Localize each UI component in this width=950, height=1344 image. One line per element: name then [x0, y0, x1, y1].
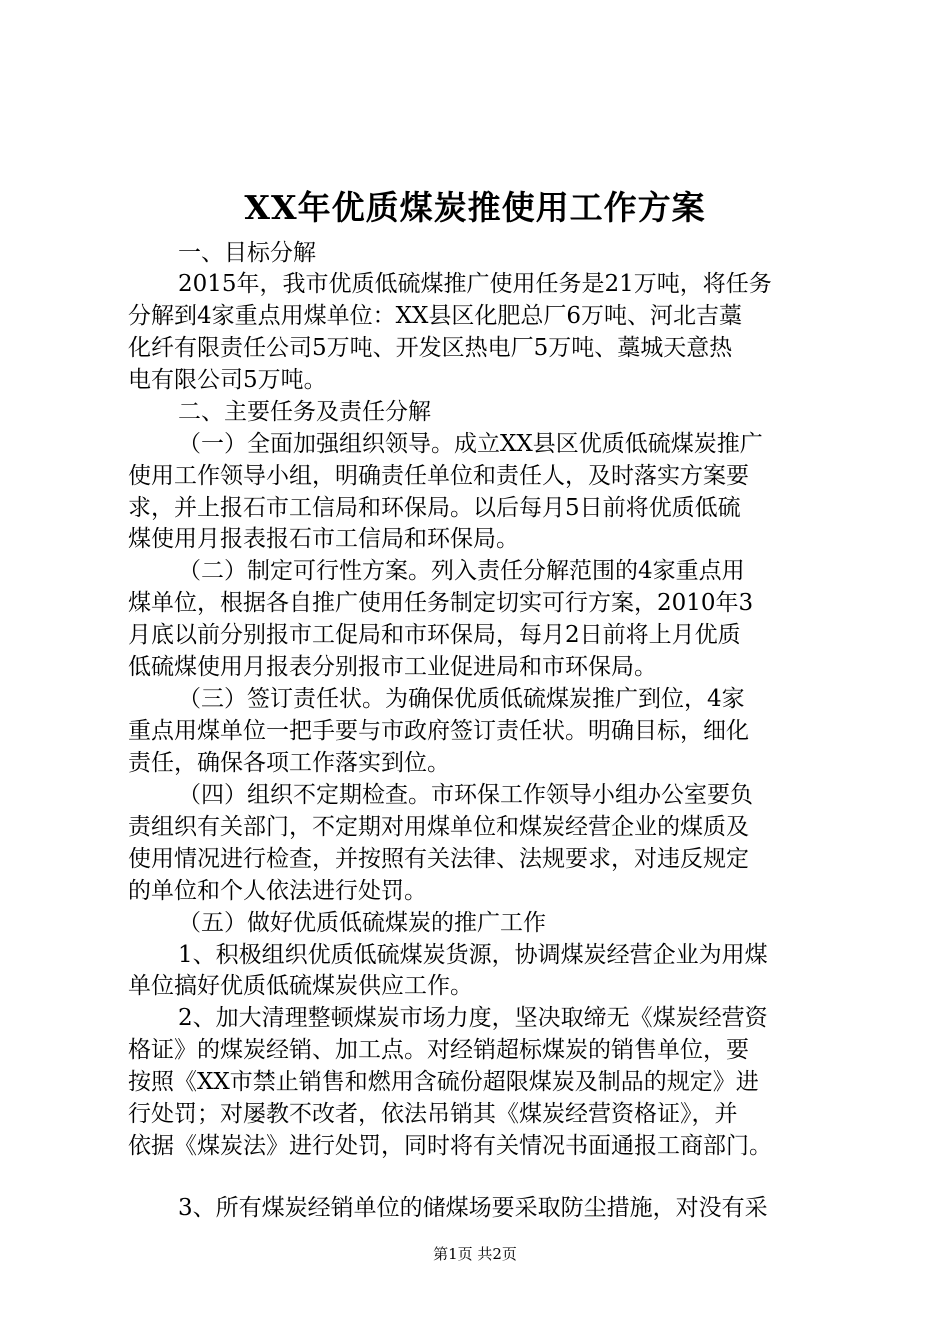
paragraph-line: 责任，确保各项工作落实到位。 — [128, 750, 450, 776]
page-number-footer: 第1页 共2页 — [433, 1245, 517, 1263]
section-heading: 一、目标分解 — [178, 240, 316, 266]
paragraph-line: 求，并上报石市工信局和环保局。以后每月5日前将优质低硫 — [128, 495, 741, 521]
paragraph-line: 2、加大清理整顿煤炭市场力度，坚决取缔无《煤炭经营资 — [178, 1005, 768, 1031]
paragraph-line: 单位搞好优质低硫煤炭供应工作。 — [128, 973, 473, 999]
paragraph-line: 重点用煤单位一把手要与市政府签订责任状。明确目标，细化 — [128, 718, 749, 744]
paragraph-line: 煤单位，根据各自推广使用任务制定切实可行方案，2010年3 — [128, 590, 754, 616]
paragraph-line: （四）组织不定期检查。市环保工作领导小组办公室要负 — [178, 782, 753, 808]
section-heading: 二、主要任务及责任分解 — [178, 399, 431, 425]
paragraph-line: （三）签订责任状。为确保优质低硫煤炭推广到位，4家 — [178, 686, 745, 712]
paragraph-line: （二）制定可行性方案。列入责任分解范围的4家重点用 — [178, 558, 745, 584]
paragraph-line: 行处罚；对屡教不改者，依法吊销其《煤炭经营资格证》，并 — [128, 1101, 738, 1127]
paragraph-line: 月底以前分别报市工促局和市环保局，每月2日前将上月优质 — [128, 622, 741, 648]
paragraph-line: 电有限公司5万吨。 — [128, 367, 327, 393]
document-title: XX年优质煤炭推使用工作方案 — [244, 188, 706, 227]
paragraph-line: 化纤有限责任公司5万吨、开发区热电厂5万吨、藁城天意热 — [128, 335, 733, 361]
paragraph-line: 煤使用月报表报石市工信局和环保局。 — [128, 526, 519, 552]
paragraph-line: 格证》的煤炭经销、加工点。对经销超标煤炭的销售单位，要 — [128, 1037, 749, 1063]
section-heading: （五）做好优质低硫煤炭的推广工作 — [178, 910, 546, 936]
paragraph-line: 责组织有关部门，不定期对用煤单位和煤炭经营企业的煤质及 — [128, 814, 749, 840]
paragraph-line: 低硫煤使用月报表分别报市工业促进局和市环保局。 — [128, 654, 657, 680]
paragraph-line: 使用工作领导小组，明确责任单位和责任人，及时落实方案要 — [128, 463, 749, 489]
paragraph-line: 1、积极组织优质低硫煤炭货源，协调煤炭经营企业为用煤 — [178, 942, 768, 968]
paragraph-line: 使用情况进行检查，并按照有关法律、法规要求，对违反规定 — [128, 846, 749, 872]
paragraph-line: 2015年，我市优质低硫煤推广使用任务是21万吨，将任务 — [178, 271, 772, 297]
paragraph-line: 依据《煤炭法》进行处罚，同时将有关情况书面通报工商部门。 — [128, 1133, 772, 1159]
paragraph-line: （一）全面加强组织领导。成立XX县区优质低硫煤炭推广 — [178, 431, 763, 457]
paragraph-line: 的单位和个人依法进行处罚。 — [128, 878, 427, 904]
paragraph-line: 3、所有煤炭经销单位的储煤场要采取防尘措施，对没有采 — [178, 1195, 768, 1221]
paragraph-line: 按照《XX市禁止销售和燃用含硫份超限煤炭及制品的规定》进 — [128, 1069, 759, 1095]
paragraph-line: 分解到4家重点用煤单位：XX县区化肥总厂6万吨、河北吉藁 — [128, 303, 743, 329]
